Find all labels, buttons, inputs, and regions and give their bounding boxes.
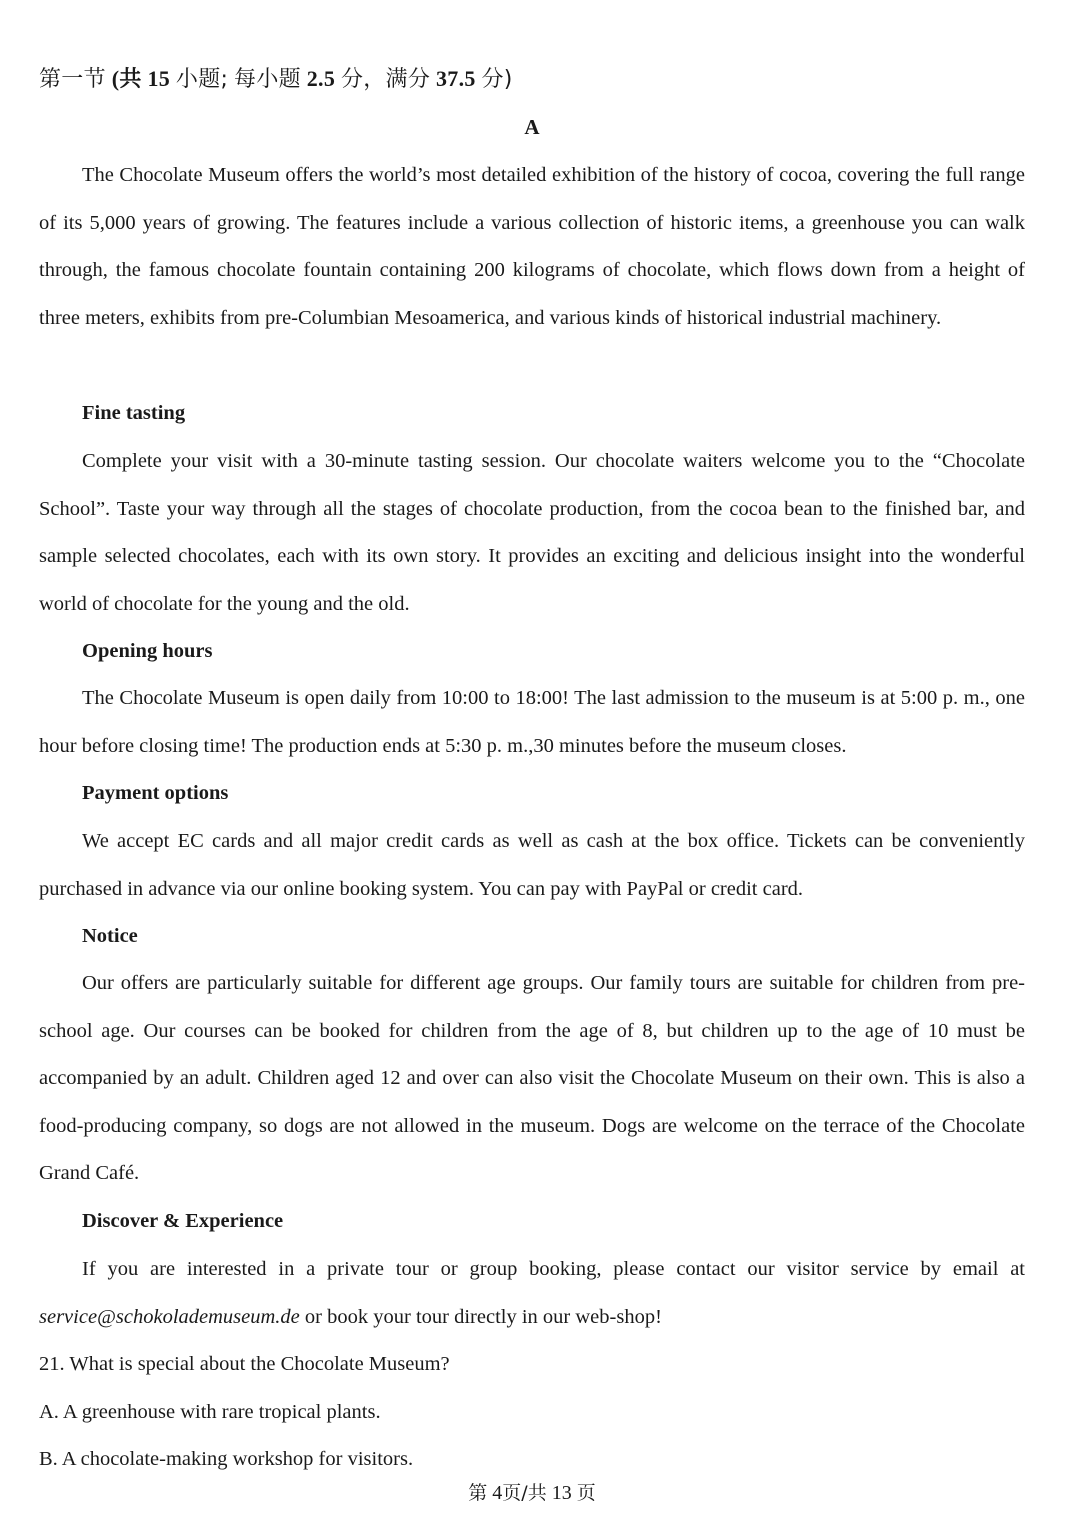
option-b: B. A chocolate-making workshop for visitors. (39, 1448, 414, 1470)
tasting-heading: Fine tasting (82, 402, 186, 424)
discover-paragraph-block (39, 1246, 1025, 1341)
section-count-open: (共 (111, 66, 142, 91)
payment-paragraph: We accept EC cards and all major credit cards as well as cash at the box office. Tickets can be conveniently purchased in advance via our online booking system. You can pay with PayPal or credit card. (39, 830, 1025, 900)
question-count: 15 (147, 66, 171, 91)
intro-paragraph-block (39, 152, 1025, 342)
total-score: 37.5 (435, 66, 476, 91)
option-a: A. A greenhouse with rare tropical plants. (39, 1401, 381, 1423)
passage-label: A (524, 115, 540, 139)
notice-paragraph-block (39, 960, 1025, 1198)
page-footer (39, 1478, 1025, 1505)
page-number: 4 (492, 1482, 503, 1504)
discover-heading: Discover & Experience (82, 1210, 284, 1232)
discover-text-before: If you are interested in a private tour or group booking, please contact our visitor service by email at (82, 1258, 1025, 1280)
per-question-score: 2.5 (306, 66, 336, 91)
footer-middle: 页/共 (502, 1482, 547, 1504)
notice-heading: Notice (82, 925, 138, 947)
hours-paragraph-block (39, 675, 1025, 770)
per-question-label: 每小题 (234, 67, 301, 92)
section-title: 第一节 (39, 67, 106, 92)
discover-text-after: or book your tour directly in our web-shop! (304, 1305, 662, 1328)
section-heading (39, 62, 513, 93)
question-stem: 21. What is special about the Chocolate Museum? (39, 1353, 450, 1375)
hours-heading: Opening hours (82, 640, 213, 662)
page-total: 13 (551, 1482, 572, 1504)
total-score-label: 分，满分 (340, 67, 431, 92)
payment-paragraph-block (39, 818, 1025, 913)
tasting-paragraph-block (39, 438, 1025, 628)
tasting-paragraph: Complete your visit with a 30-minute tasting session. Our chocolate waiters welcome you to the “Chocolate School”. Taste your way through all the stages of chocolate production, from the cocoa bean to the finished bar, and sample selected chocolates, each with its own story. It provides an exciting and delicious insight into the wonderful world of chocolate for the young and the old. (39, 450, 1025, 615)
intro-paragraph: The Chocolate Museum offers the world’s most detailed exhibition of the history of cocoa, covering the full range of its 5,000 years of growing. The features include a various collection of historic items, a greenhouse you can walk through, the famous chocolate fountain containing 200 kilograms of chocolate, which flows down from a height of three meters, exhibits from pre-Columbian Mesoamerica, and various kinds of historical industrial machinery. (39, 164, 1025, 329)
notice-paragraph: Our offers are particularly suitable for different age groups. Our family tours are suitable for children from pre-school age. Our courses can be booked for children from the age of 8, but children up to the age of 10 must be accompanied by an adult. Children aged 12 and over can also visit the Chocolate Museum on their own. This is also a food-producing company, so dogs are not allowed in the museum. Dogs are welcome on the terrace of the Chocolate Grand Café. (39, 972, 1025, 1185)
exam-page (39, 0, 1025, 1521)
email-link[interactable]: service@schokolademuseum.de (39, 1305, 300, 1328)
footer-prefix: 第 (468, 1482, 488, 1504)
score-unit-close: 分) (481, 67, 513, 92)
footer-suffix: 页 (576, 1482, 596, 1504)
question-unit: 小题; (175, 67, 229, 92)
discover-paragraph (39, 1246, 1025, 1341)
payment-heading: Payment options (82, 782, 229, 804)
hours-paragraph: The Chocolate Museum is open daily from 10:00 to 18:00! The last admission to the museum is at 5:00 p. m., one hour before closing time! The production ends at 5:30 p. m.,30 minutes before the museum closes. (39, 687, 1025, 757)
